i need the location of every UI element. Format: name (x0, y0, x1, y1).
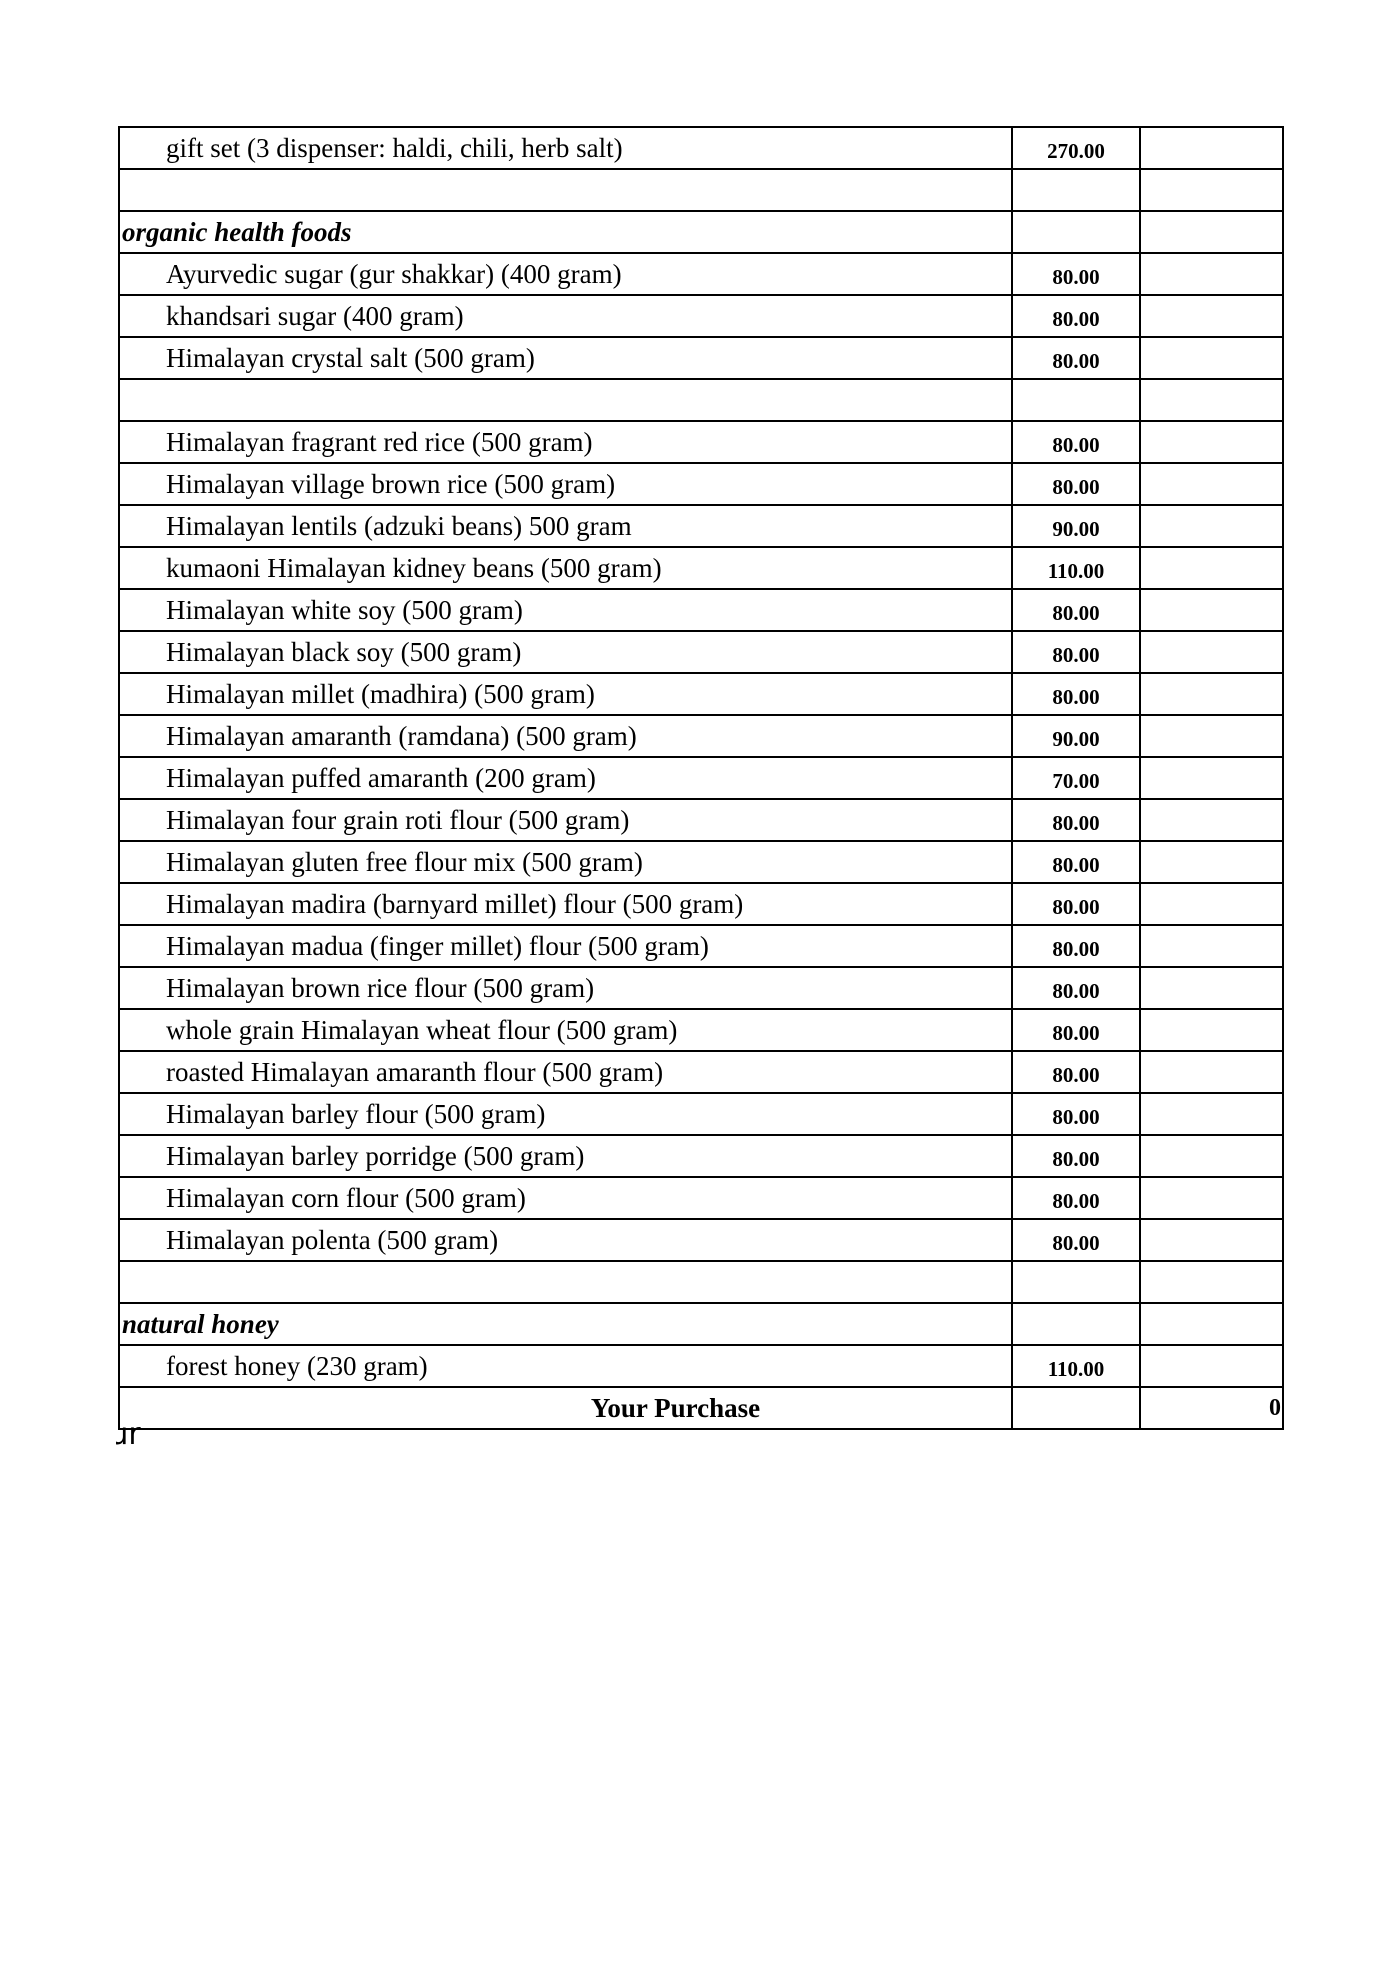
quantity-cell[interactable] (1140, 757, 1283, 799)
blank-cell (119, 379, 1012, 421)
product-row (119, 1051, 1283, 1093)
product-price: 110.00 (1012, 547, 1140, 589)
category-price-cell (1012, 211, 1140, 253)
product-name: Himalayan lentils (adzuki beans) 500 gram (119, 505, 1012, 547)
product-name: khandsari sugar (400 gram) (119, 295, 1012, 337)
product-row (119, 841, 1283, 883)
product-name: Himalayan four grain roti flour (500 gram) (119, 799, 1012, 841)
quantity-cell[interactable] (1140, 211, 1283, 253)
category-row (119, 1303, 1283, 1345)
quantity-cell[interactable] (1140, 841, 1283, 883)
product-name: Himalayan puffed amaranth (200 gram) (119, 757, 1012, 799)
product-price: 80.00 (1012, 295, 1140, 337)
product-row (119, 1345, 1283, 1387)
stray-text-fragment: ɹr (116, 1417, 141, 1452)
quantity-cell[interactable] (1140, 169, 1283, 211)
product-name: Himalayan corn flour (500 gram) (119, 1177, 1012, 1219)
quantity-cell[interactable] (1140, 295, 1283, 337)
order-sheet-table (118, 126, 1284, 1430)
quantity-cell[interactable] (1140, 589, 1283, 631)
quantity-cell[interactable] (1140, 127, 1283, 169)
product-price: 80.00 (1012, 925, 1140, 967)
product-row (119, 883, 1283, 925)
quantity-cell[interactable] (1140, 1051, 1283, 1093)
product-price: 80.00 (1012, 1009, 1140, 1051)
product-price: 80.00 (1012, 1177, 1140, 1219)
quantity-cell[interactable] (1140, 1345, 1283, 1387)
total-value[interactable]: 0 (1140, 1387, 1283, 1429)
product-row (119, 127, 1283, 169)
product-price: 80.00 (1012, 337, 1140, 379)
order-rows (119, 127, 1283, 1387)
product-row (119, 1009, 1283, 1051)
product-row (119, 337, 1283, 379)
product-price: 270.00 (1012, 127, 1140, 169)
product-price: 80.00 (1012, 1093, 1140, 1135)
product-name: roasted Himalayan amaranth flour (500 gram) (119, 1051, 1012, 1093)
product-name: Himalayan crystal salt (500 gram) (119, 337, 1012, 379)
quantity-cell[interactable] (1140, 925, 1283, 967)
quantity-cell[interactable] (1140, 1177, 1283, 1219)
product-row (119, 673, 1283, 715)
product-name: Himalayan gluten free flour mix (500 gram) (119, 841, 1012, 883)
quantity-cell[interactable] (1140, 1009, 1283, 1051)
blank-row (119, 379, 1283, 421)
quantity-cell[interactable] (1140, 799, 1283, 841)
category-price-cell (1012, 1303, 1140, 1345)
quantity-cell[interactable] (1140, 505, 1283, 547)
product-row (119, 253, 1283, 295)
quantity-cell[interactable] (1140, 1303, 1283, 1345)
product-name: Ayurvedic sugar (gur shakkar) (400 gram) (119, 253, 1012, 295)
blank-cell (119, 169, 1012, 211)
product-row (119, 1093, 1283, 1135)
product-row (119, 757, 1283, 799)
quantity-cell[interactable] (1140, 673, 1283, 715)
blank-price-cell (1012, 379, 1140, 421)
category-heading: organic health foods (119, 211, 1012, 253)
product-price: 70.00 (1012, 757, 1140, 799)
product-name: Himalayan madira (barnyard millet) flour (500 gram) (119, 883, 1012, 925)
total-price-cell (1012, 1387, 1140, 1429)
blank-price-cell (1012, 169, 1140, 211)
product-price: 80.00 (1012, 841, 1140, 883)
product-price: 80.00 (1012, 463, 1140, 505)
product-price: 80.00 (1012, 799, 1140, 841)
quantity-cell[interactable] (1140, 379, 1283, 421)
product-price: 80.00 (1012, 1051, 1140, 1093)
product-name: Himalayan barley porridge (500 gram) (119, 1135, 1012, 1177)
quantity-cell[interactable] (1140, 883, 1283, 925)
quantity-cell[interactable] (1140, 1135, 1283, 1177)
quantity-cell[interactable] (1140, 463, 1283, 505)
blank-cell (119, 1261, 1012, 1303)
product-row (119, 1219, 1283, 1261)
product-row (119, 463, 1283, 505)
quantity-cell[interactable] (1140, 337, 1283, 379)
product-price: 80.00 (1012, 1135, 1140, 1177)
product-price: 80.00 (1012, 967, 1140, 1009)
total-label: Your Purchase (119, 1387, 1012, 1429)
product-name: kumaoni Himalayan kidney beans (500 gram) (119, 547, 1012, 589)
product-price: 80.00 (1012, 673, 1140, 715)
product-name: Himalayan black soy (500 gram) (119, 631, 1012, 673)
product-row (119, 1135, 1283, 1177)
product-price: 80.00 (1012, 589, 1140, 631)
product-row (119, 295, 1283, 337)
product-price: 90.00 (1012, 505, 1140, 547)
blank-row (119, 1261, 1283, 1303)
product-name: Himalayan millet (madhira) (500 gram) (119, 673, 1012, 715)
quantity-cell[interactable] (1140, 631, 1283, 673)
product-name: Himalayan fragrant red rice (500 gram) (119, 421, 1012, 463)
quantity-cell[interactable] (1140, 1261, 1283, 1303)
category-heading: natural honey (119, 1303, 1012, 1345)
product-row (119, 631, 1283, 673)
product-row (119, 1177, 1283, 1219)
product-name: Himalayan brown rice flour (500 gram) (119, 967, 1012, 1009)
quantity-cell[interactable] (1140, 547, 1283, 589)
product-row (119, 925, 1283, 967)
quantity-cell[interactable] (1140, 967, 1283, 1009)
quantity-cell[interactable] (1140, 715, 1283, 757)
product-row (119, 799, 1283, 841)
product-row (119, 547, 1283, 589)
product-price: 80.00 (1012, 253, 1140, 295)
product-name: Himalayan village brown rice (500 gram) (119, 463, 1012, 505)
product-name: forest honey (230 gram) (119, 1345, 1012, 1387)
category-row (119, 211, 1283, 253)
product-name: whole grain Himalayan wheat flour (500 gram) (119, 1009, 1012, 1051)
product-name: Himalayan barley flour (500 gram) (119, 1093, 1012, 1135)
product-name: Himalayan amaranth (ramdana) (500 gram) (119, 715, 1012, 757)
product-row (119, 421, 1283, 463)
product-name: gift set (3 dispenser: haldi, chili, herb salt) (119, 127, 1012, 169)
product-row (119, 589, 1283, 631)
product-row (119, 967, 1283, 1009)
product-price: 110.00 (1012, 1345, 1140, 1387)
product-name: Himalayan madua (finger millet) flour (500 gram) (119, 925, 1012, 967)
product-price: 80.00 (1012, 421, 1140, 463)
quantity-cell[interactable] (1140, 1219, 1283, 1261)
quantity-cell[interactable] (1140, 421, 1283, 463)
product-price: 80.00 (1012, 631, 1140, 673)
total-row (119, 1387, 1283, 1429)
quantity-cell[interactable] (1140, 253, 1283, 295)
product-price: 90.00 (1012, 715, 1140, 757)
blank-price-cell (1012, 1261, 1140, 1303)
product-price: 80.00 (1012, 1219, 1140, 1261)
product-name: Himalayan polenta (500 gram) (119, 1219, 1012, 1261)
blank-row (119, 169, 1283, 211)
product-name: Himalayan white soy (500 gram) (119, 589, 1012, 631)
product-row (119, 715, 1283, 757)
quantity-cell[interactable] (1140, 1093, 1283, 1135)
product-row (119, 505, 1283, 547)
product-price: 80.00 (1012, 883, 1140, 925)
